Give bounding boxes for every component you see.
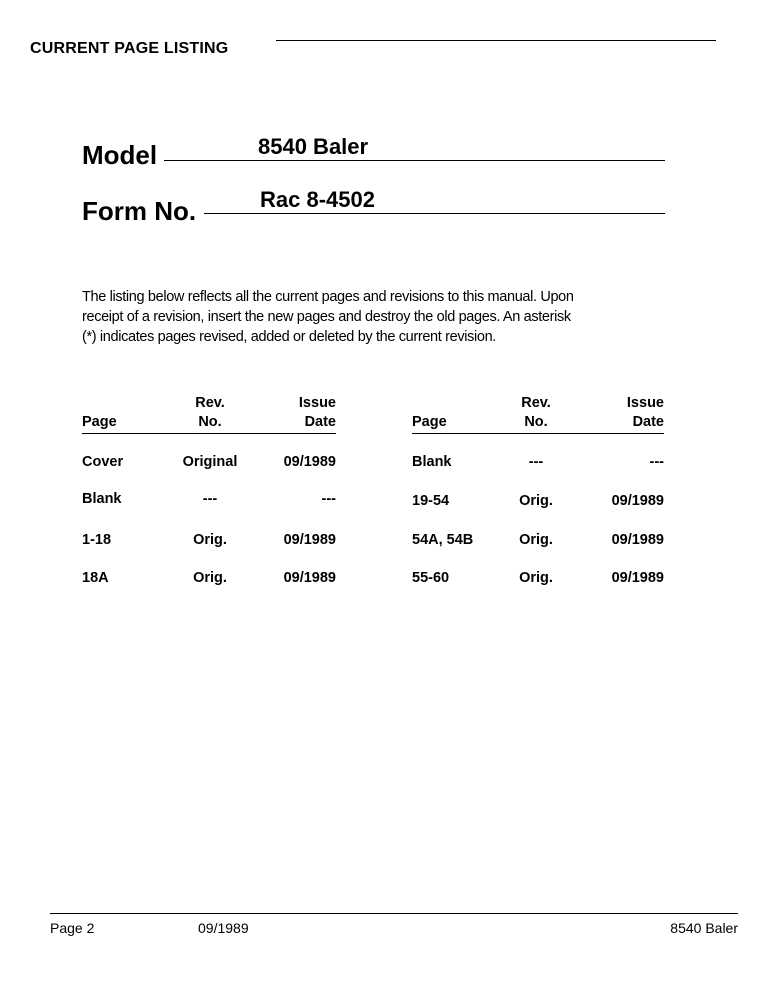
intro-line: (*) indicates pages revised, added or deleted by the current revision. xyxy=(82,329,496,345)
cell-rev: Orig. xyxy=(519,532,553,548)
cell-page: 1-18 xyxy=(82,532,112,548)
cell-rev: Original xyxy=(182,454,238,470)
table-header-rule xyxy=(412,433,664,434)
col-header-issue-top: Issue xyxy=(298,395,336,411)
cell-date: 09/1989 xyxy=(611,532,664,548)
col-header-rev-top: Rev. xyxy=(521,395,551,411)
form-no-label: Form No. xyxy=(82,196,197,226)
cell-date: 09/1989 xyxy=(611,493,664,509)
col-header-issue-date xyxy=(256,394,336,432)
footer-page-number: Page 2 xyxy=(50,920,95,936)
cell-page: Blank xyxy=(412,454,452,470)
cell-page: 55-60 xyxy=(412,570,450,586)
model-label: Model xyxy=(82,140,158,170)
cell-page: Blank xyxy=(82,491,122,507)
model-underline xyxy=(164,160,665,161)
footer-rule xyxy=(50,913,738,914)
cell-page: Cover xyxy=(82,454,124,470)
cell-page: 19-54 xyxy=(412,493,450,509)
page-title: CURRENT PAGE LISTING xyxy=(30,40,229,57)
cell-page: 18A xyxy=(82,570,109,586)
cell-date: --- xyxy=(649,454,664,470)
col-header-rev-bottom: No. xyxy=(524,414,548,430)
intro-line: The listing below reflects all the current pages and revisions to this manual. Upon xyxy=(82,289,574,305)
col-header-issue-date xyxy=(584,394,664,432)
cell-rev: --- xyxy=(528,454,544,470)
cell-rev: Orig. xyxy=(519,570,553,586)
col-header-page: Page xyxy=(82,414,117,430)
intro-paragraph xyxy=(82,287,672,347)
cell-rev: Orig. xyxy=(193,532,227,548)
header-rule xyxy=(276,40,716,41)
cell-page: 54A, 54B xyxy=(412,532,474,548)
cell-rev: --- xyxy=(202,491,218,507)
footer-date: 09/1989 xyxy=(198,920,249,936)
footer-model: 8540 Baler xyxy=(670,920,738,936)
col-header-rev-bottom: No. xyxy=(198,414,222,430)
col-header-issue-bottom: Date xyxy=(304,414,336,430)
model-value: 8540 Baler xyxy=(258,134,369,159)
table-header-rule xyxy=(82,433,336,434)
form-no-value: Rac 8-4502 xyxy=(260,187,375,212)
col-header-page: Page xyxy=(412,414,447,430)
cell-date: 09/1989 xyxy=(283,454,336,470)
col-header-issue-bottom: Date xyxy=(632,414,664,430)
cell-date: 09/1989 xyxy=(611,570,664,586)
col-header-issue-top: Issue xyxy=(626,395,664,411)
col-header-rev xyxy=(506,394,566,432)
cell-date: --- xyxy=(321,491,336,507)
cell-date: 09/1989 xyxy=(283,570,336,586)
col-header-rev-top: Rev. xyxy=(195,395,225,411)
form-no-underline xyxy=(204,213,665,214)
cell-rev: Orig. xyxy=(193,570,227,586)
col-header-rev xyxy=(180,394,240,432)
cell-rev: Orig. xyxy=(519,493,553,509)
cell-date: 09/1989 xyxy=(283,532,336,548)
intro-line: receipt of a revision, insert the new pages and destroy the old pages. An asterisk xyxy=(82,309,571,325)
